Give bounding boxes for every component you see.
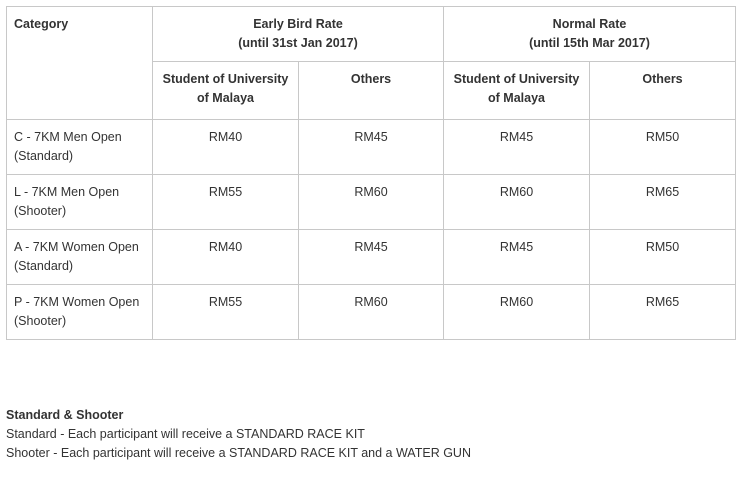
category-cell: C - 7KM Men Open (Standard) <box>7 120 153 175</box>
notes-title: Standard & Shooter <box>6 408 124 422</box>
early-bird-student-header: Student of University of Malaya <box>153 62 299 120</box>
price-cell: RM45 <box>299 120 444 175</box>
early-bird-header <box>153 7 444 62</box>
price-table <box>6 6 736 340</box>
header-row <box>7 7 736 62</box>
normal-rate-header <box>444 7 736 62</box>
table-row <box>7 230 736 285</box>
table-row <box>7 120 736 175</box>
price-cell: RM50 <box>590 230 736 285</box>
early-bird-title: Early Bird Rate <box>253 17 343 31</box>
normal-student-header: Student of University of Malaya <box>444 62 590 120</box>
price-cell: RM60 <box>299 175 444 230</box>
price-cell: RM45 <box>444 230 590 285</box>
price-cell: RM45 <box>299 230 444 285</box>
category-cell: P - 7KM Women Open (Shooter) <box>7 285 153 340</box>
price-cell: RM45 <box>444 120 590 175</box>
price-cell: RM60 <box>444 285 590 340</box>
price-cell: RM40 <box>153 230 299 285</box>
price-cell: RM50 <box>590 120 736 175</box>
early-bird-others-header: Others <box>299 62 444 120</box>
table-row <box>7 285 736 340</box>
price-cell: RM55 <box>153 285 299 340</box>
normal-rate-until: (until 15th Mar 2017) <box>529 36 650 50</box>
table-row <box>7 175 736 230</box>
price-cell: RM60 <box>444 175 590 230</box>
normal-others-header: Others <box>590 62 736 120</box>
price-cell: RM65 <box>590 285 736 340</box>
category-header: Category <box>7 7 153 120</box>
category-cell: A - 7KM Women Open (Standard) <box>7 230 153 285</box>
standard-note: Standard - Each participant will receive a STANDARD RACE KIT <box>6 427 365 441</box>
kit-notes <box>6 406 471 463</box>
price-cell: RM60 <box>299 285 444 340</box>
normal-rate-title: Normal Rate <box>552 17 627 31</box>
category-cell: L - 7KM Men Open (Shooter) <box>7 175 153 230</box>
price-cell: RM55 <box>153 175 299 230</box>
shooter-note: Shooter - Each participant will receive a STANDARD RACE KIT and a WATER GUN <box>6 446 471 460</box>
price-cell: RM65 <box>590 175 736 230</box>
early-bird-until: (until 31st Jan 2017) <box>238 36 358 50</box>
price-cell: RM40 <box>153 120 299 175</box>
